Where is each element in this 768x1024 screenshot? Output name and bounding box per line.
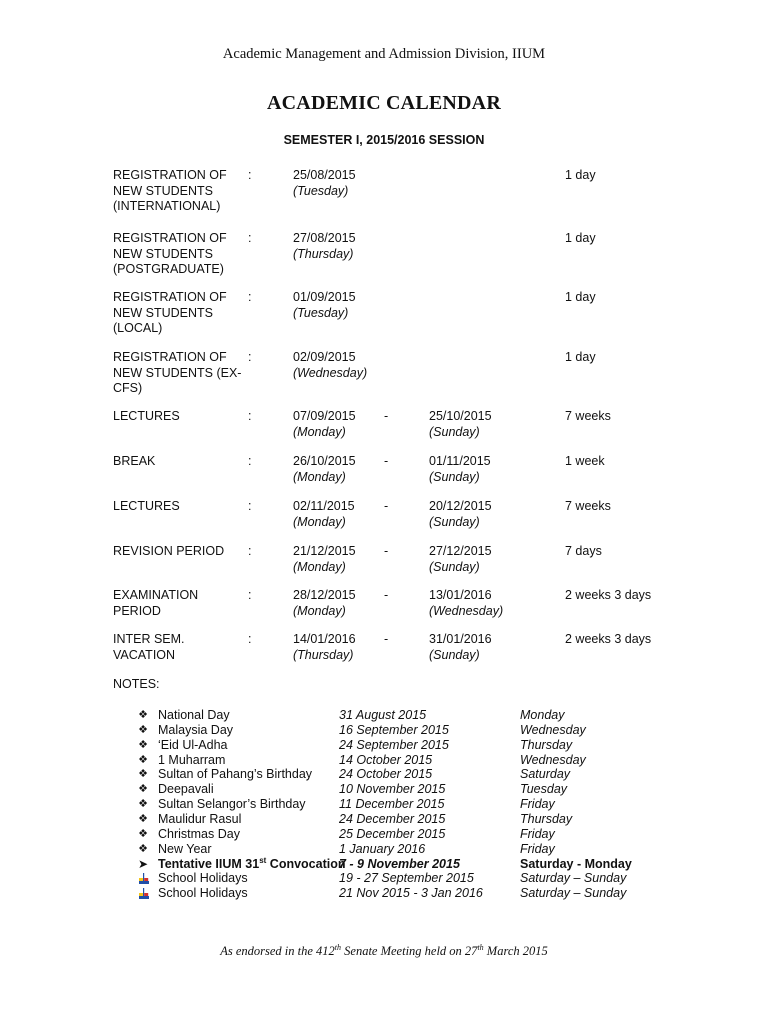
holiday-item: [0, 767, 768, 782]
holiday-item: [0, 738, 768, 753]
schedule-duration: 2 weeks 3 days: [565, 588, 652, 602]
division-header: Academic Management and Admission Division, IIUM: [222, 46, 546, 62]
schedule-dash: -: [384, 454, 389, 468]
holiday-item: [0, 812, 768, 827]
holiday-item: [0, 723, 768, 738]
holiday-day: Tuesday: [520, 782, 568, 797]
holiday-date: 16 September 2015: [339, 722, 449, 737]
diamond-bullet-icon: ❖: [138, 753, 148, 766]
holiday-name: New Year: [158, 841, 212, 856]
start-day: (Monday): [293, 559, 346, 574]
holiday-day: Saturday: [520, 767, 571, 782]
schedule-colon: :: [248, 290, 252, 304]
schedule-start: [293, 588, 356, 619]
schedule-start: [293, 454, 356, 485]
start-date: 26/10/2015: [293, 454, 356, 468]
holiday-item: [0, 842, 768, 857]
convocation-date: 7 - 9 November 2015: [339, 856, 460, 871]
holiday-name: Maulidur Rasul: [158, 811, 242, 826]
convocation-day: Saturday - Monday: [520, 856, 632, 871]
holiday-date: 1 January 2016: [339, 841, 426, 856]
schedule-colon: :: [248, 231, 252, 245]
schedule-dash: -: [384, 499, 389, 513]
schedule-event-label: LECTURES: [113, 409, 180, 423]
footer-sup-2: th: [477, 942, 484, 952]
convocation-name-prefix: Tentative IIUM 31: [158, 856, 260, 871]
schedule-end: [429, 588, 503, 619]
flag-bullet-icon: [139, 873, 149, 884]
school-holiday-day: Saturday – Sunday: [520, 886, 627, 901]
diamond-bullet-icon: ❖: [138, 723, 148, 736]
schedule-colon: :: [248, 544, 252, 558]
schedule-event-label: REGISTRATION OF NEW STUDENTS (POSTGRADUATE): [113, 231, 227, 276]
schedule-duration: 1 day: [565, 350, 596, 364]
convocation-name: [158, 857, 345, 872]
diamond-bullet-icon: ❖: [138, 783, 148, 796]
start-day: (Monday): [293, 514, 346, 529]
holiday-date: 31 August 2015: [339, 708, 427, 722]
holiday-item: [0, 886, 768, 901]
holiday-item: [0, 857, 768, 872]
diamond-bullet-icon: ❖: [138, 827, 148, 840]
start-date: 02/11/2015: [293, 499, 355, 513]
end-day: (Sunday): [429, 559, 480, 574]
start-day: (Tuesday): [293, 183, 349, 198]
footer-text-2: Senate Meeting held on 27: [341, 944, 478, 958]
schedule-colon: :: [248, 409, 252, 423]
schedule-duration: 1 week: [565, 454, 605, 468]
start-date: 07/09/2015: [293, 409, 356, 423]
start-day: (Monday): [293, 469, 346, 484]
start-day: (Thursday): [293, 246, 354, 261]
start-date: 14/01/2016: [293, 632, 356, 646]
holiday-item: [0, 782, 768, 797]
footer-text-3: March 2015: [483, 944, 548, 958]
end-day: (Sunday): [429, 647, 480, 662]
notes-label: NOTES:: [113, 677, 160, 691]
holiday-day: Thursday: [520, 811, 573, 826]
schedule-duration: 1 day: [565, 168, 596, 182]
schedule-event-label: LECTURES: [113, 499, 180, 513]
end-day: (Sunday): [429, 514, 480, 529]
start-date: 01/09/2015: [293, 290, 356, 304]
schedule-event-label: BREAK: [113, 454, 156, 468]
schedule-end: [429, 632, 492, 663]
end-date: 25/10/2015: [429, 409, 492, 423]
holiday-day: Thursday: [520, 737, 573, 752]
end-date: 01/11/2015: [429, 454, 491, 468]
start-date: 28/12/2015: [293, 588, 356, 602]
start-day: (Thursday): [293, 647, 354, 662]
holiday-name: ‘Eid Ul-Adha: [158, 737, 228, 752]
holiday-day: Friday: [520, 841, 555, 856]
start-date: 02/09/2015: [293, 350, 356, 364]
schedule-event-label: REGISTRATION OF NEW STUDENTS (LOCAL): [113, 290, 227, 335]
holiday-name: Christmas Day: [158, 826, 240, 841]
holiday-date: 11 December 2015: [339, 797, 445, 812]
school-holiday-name: School Holidays: [158, 886, 248, 901]
holiday-item: [0, 753, 768, 768]
schedule-start: [293, 231, 356, 262]
holiday-day: Friday: [520, 826, 555, 841]
schedule-event-label: REGISTRATION OF NEW STUDENTS (EX-CFS): [113, 350, 242, 395]
holiday-name: National Day: [158, 708, 230, 722]
holiday-date: 10 November 2015: [339, 782, 446, 797]
schedule-start: [293, 350, 367, 381]
holiday-date: 24 October 2015: [339, 767, 433, 782]
end-date: 13/01/2016: [429, 588, 492, 602]
schedule-duration: 7 weeks: [565, 409, 611, 423]
end-day: (Wednesday): [429, 603, 504, 618]
schedule-duration: 7 weeks: [565, 499, 611, 513]
start-date: 25/08/2015: [293, 168, 356, 182]
start-day: (Wednesday): [293, 365, 368, 380]
holiday-day: Friday: [520, 797, 555, 812]
school-holiday-date: 19 - 27 September 2015: [339, 871, 474, 886]
diamond-bullet-icon: ❖: [138, 738, 148, 751]
schedule-event-label: REVISION PERIOD: [113, 544, 225, 558]
holiday-day: Monday: [520, 708, 565, 722]
schedule-colon: :: [248, 350, 252, 364]
schedule-colon: :: [248, 454, 252, 468]
school-holiday-name: School Holidays: [158, 871, 248, 886]
schedule-dash: -: [384, 632, 389, 646]
holiday-item: [0, 797, 768, 812]
school-holiday-date: 21 Nov 2015 - 3 Jan 2016: [339, 886, 483, 901]
schedule-dash: -: [384, 588, 389, 602]
schedule-duration: 2 weeks 3 days: [565, 632, 652, 646]
end-day: (Sunday): [429, 469, 480, 484]
schedule-start: [293, 544, 356, 575]
endorsement-footer: [0, 944, 768, 959]
school-holiday-day: Saturday – Sunday: [520, 871, 627, 886]
diamond-bullet-icon: ❖: [138, 798, 148, 811]
convocation-name-sup: st: [259, 855, 267, 865]
schedule-colon: :: [248, 588, 252, 602]
end-date: 31/01/2016: [429, 632, 492, 646]
holiday-name: Sultan Selangor’s Birthday: [158, 797, 306, 812]
start-day: (Monday): [293, 603, 346, 618]
schedule-colon: :: [248, 499, 252, 513]
schedule-duration: 1 day: [565, 231, 596, 245]
holiday-day: Wednesday: [520, 722, 586, 737]
holiday-date: 24 December 2015: [339, 811, 446, 826]
schedule-end: [429, 454, 491, 485]
holiday-name: Sultan of Pahang’s Birthday: [158, 767, 313, 782]
holiday-day: Wednesday: [520, 752, 586, 767]
start-day: (Monday): [293, 424, 346, 439]
schedule-end: [429, 544, 492, 575]
schedule-start: [293, 168, 356, 199]
schedule-start: [293, 632, 356, 663]
flag-bullet-icon: [139, 888, 149, 899]
schedule-event-label: REGISTRATION OF NEW STUDENTS (INTERNATIONAL): [113, 168, 227, 213]
page-title: ACADEMIC CALENDAR: [267, 92, 501, 114]
schedule-colon: :: [248, 632, 252, 646]
schedule-start: [293, 290, 356, 321]
arrow-bullet-icon: ➤: [137, 856, 149, 871]
start-date: 21/12/2015: [293, 544, 356, 558]
schedule-dash: -: [384, 544, 389, 558]
convocation-name-suffix: Convocation: [266, 856, 346, 871]
semester-subtitle: SEMESTER I, 2015/2016 SESSION: [283, 133, 485, 147]
diamond-bullet-icon: ❖: [138, 709, 148, 721]
holiday-date: 24 September 2015: [339, 737, 449, 752]
diamond-bullet-icon: ❖: [138, 842, 148, 855]
footer-text-1: As endorsed in the 412: [220, 944, 335, 958]
end-date: 27/12/2015: [429, 544, 492, 558]
holiday-name: Deepavali: [158, 782, 214, 797]
diamond-bullet-icon: ❖: [138, 768, 148, 781]
holiday-name: 1 Muharram: [158, 752, 226, 767]
schedule-start: [293, 499, 355, 530]
schedule-colon: :: [248, 168, 252, 182]
end-date: 20/12/2015: [429, 499, 492, 513]
holiday-item: [0, 871, 768, 886]
schedule-duration: 1 day: [565, 290, 596, 304]
holiday-date: 14 October 2015: [339, 752, 433, 767]
schedule-duration: 7 days: [565, 544, 602, 558]
holiday-item: [0, 827, 768, 842]
diamond-bullet-icon: ❖: [138, 812, 148, 825]
start-date: 27/08/2015: [293, 231, 356, 245]
end-day: (Sunday): [429, 424, 480, 439]
holiday-name: Malaysia Day: [158, 722, 234, 737]
schedule-event-label: EXAMINATION PERIOD: [113, 588, 199, 618]
start-day: (Tuesday): [293, 305, 349, 320]
footer-sup-1: th: [334, 942, 342, 952]
schedule-start: [293, 409, 356, 440]
schedule-dash: -: [384, 409, 389, 423]
schedule-end: [429, 409, 492, 440]
holiday-item: [0, 708, 768, 723]
schedule-event-label: INTER SEM. VACATION: [113, 632, 185, 662]
holiday-date: 25 December 2015: [339, 826, 446, 841]
schedule-end: [429, 499, 492, 530]
